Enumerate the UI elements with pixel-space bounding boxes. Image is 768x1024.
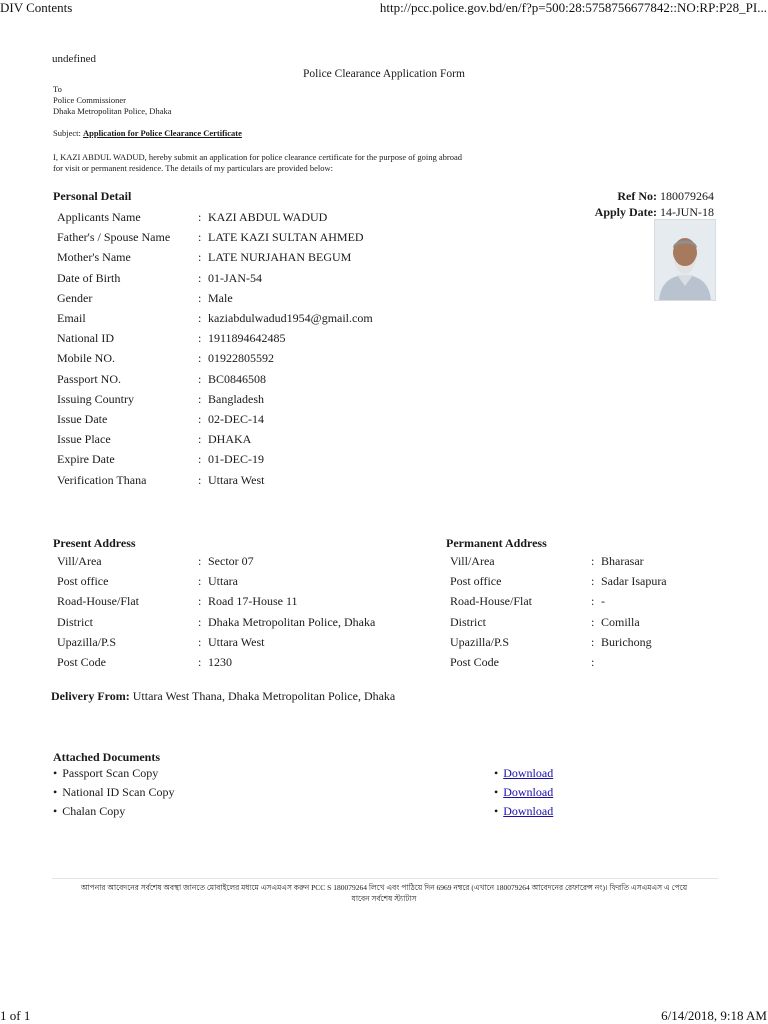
table-row xyxy=(57,409,397,429)
attached-document-item xyxy=(53,804,125,819)
undefined-text: undefined xyxy=(52,53,96,65)
row-colon: : xyxy=(198,614,202,629)
row-value: KAZI ABDUL WADUD xyxy=(208,210,328,224)
row-label: Issue Place xyxy=(57,432,111,447)
table-row xyxy=(450,612,768,632)
table-row xyxy=(57,227,397,247)
row-colon: : xyxy=(198,210,202,224)
print-footer-page: 1 of 1 xyxy=(0,1008,31,1023)
row-label: Post Code xyxy=(450,655,500,669)
row-colon: : xyxy=(198,655,202,669)
table-row xyxy=(57,571,397,591)
row-label: Road-House/Flat xyxy=(57,594,139,609)
applicant-photo xyxy=(654,219,716,301)
attached-documents-title: Attached Documents xyxy=(53,750,160,764)
row-label: Upazilla/P.S xyxy=(57,634,116,649)
print-header-title: DIV Contents xyxy=(0,0,73,15)
sms-note-line-2: যাবেন সর্বশেষ স্ট্যাটাস xyxy=(351,894,417,903)
row-value: LATE KAZI SULTAN AHMED xyxy=(208,230,364,245)
delivery-from xyxy=(51,689,395,704)
row-value: Male xyxy=(208,290,233,305)
row-label: Post office xyxy=(450,574,502,589)
row-label: Email xyxy=(57,311,86,325)
row-label: Applicants Name xyxy=(57,210,141,224)
bullet: • xyxy=(53,766,58,780)
table-row xyxy=(57,389,397,409)
row-label: Vill/Area xyxy=(57,554,102,568)
row-value: Road 17-House 11 xyxy=(208,594,298,609)
table-row xyxy=(57,429,397,449)
row-label: Upazilla/P.S xyxy=(450,634,509,649)
table-row xyxy=(57,308,397,328)
row-colon: : xyxy=(198,412,202,426)
row-colon: : xyxy=(591,594,595,609)
table-row xyxy=(450,632,768,652)
row-colon: : xyxy=(198,594,202,609)
row-value: Sadar Isapura xyxy=(601,574,667,589)
table-row xyxy=(57,288,397,308)
table-row xyxy=(57,449,397,469)
row-colon: : xyxy=(591,655,595,669)
bullet: • xyxy=(494,766,499,780)
row-colon: : xyxy=(198,432,202,447)
subject-line xyxy=(53,128,242,138)
row-value: Bharasar xyxy=(601,554,644,568)
present-address-title: Present Address xyxy=(53,536,136,550)
row-colon: : xyxy=(198,290,202,305)
row-colon: : xyxy=(198,331,202,346)
apply-date-label: Apply Date: xyxy=(594,205,657,219)
row-value: LATE NURJAHAN BEGUM xyxy=(208,250,352,265)
row-colon: : xyxy=(198,270,202,285)
row-colon: : xyxy=(198,351,202,366)
personal-detail-title: Personal Detail xyxy=(53,189,132,203)
row-label: Post Code xyxy=(57,655,107,669)
row-value: BC0846508 xyxy=(208,371,267,386)
download-link[interactable]: Download xyxy=(503,766,554,780)
row-colon: : xyxy=(591,634,595,649)
print-footer-datetime: 6/14/2018, 9:18 AM xyxy=(661,1008,767,1023)
permanent-address-title: Permanent Address xyxy=(446,536,547,550)
table-row xyxy=(450,591,768,611)
row-label: Vill/Area xyxy=(450,554,495,568)
table-row xyxy=(57,268,397,288)
row-label: District xyxy=(57,614,93,629)
table-row xyxy=(57,652,397,672)
bullet: • xyxy=(494,804,499,818)
row-value: 01-JAN-54 xyxy=(208,270,262,285)
row-colon: : xyxy=(198,311,202,325)
row-label: Expire Date xyxy=(57,452,115,467)
row-value: 01-DEC-19 xyxy=(208,452,264,467)
row-label: Date of Birth xyxy=(57,270,121,285)
intro-line-2: for visit or permanent residence. The details of my particulars are provided below: xyxy=(53,163,334,173)
row-label: Mobile NO. xyxy=(57,351,115,366)
download-item xyxy=(494,766,553,781)
recipient-title: Police Commissioner xyxy=(53,95,126,105)
attached-document-item xyxy=(53,766,158,781)
delivery-from-value: Uttara West Thana, Dhaka Metropolitan Police, Dhaka xyxy=(132,689,396,703)
row-label: Father's / Spouse Name xyxy=(57,230,171,245)
row-value: Sector 07 xyxy=(208,554,254,568)
download-item xyxy=(494,804,553,819)
row-colon: : xyxy=(198,371,202,386)
to-label: To xyxy=(53,84,62,94)
row-value: DHAKA xyxy=(208,432,252,447)
row-label: Mother's Name xyxy=(57,250,131,265)
ref-no-value: 180079264 xyxy=(660,189,714,203)
table-row xyxy=(57,369,397,389)
download-link[interactable]: Download xyxy=(503,804,554,818)
table-row xyxy=(57,247,397,267)
intro-line-1: I, KAZI ABDUL WADUD, hereby submit an application for police clearance certificate for the purpose of going abroad xyxy=(53,152,463,162)
bullet: • xyxy=(53,804,58,818)
row-value: Comilla xyxy=(601,614,640,629)
row-label: Road-House/Flat xyxy=(450,594,532,609)
row-label: Issue Date xyxy=(57,412,108,426)
sms-note-line-1: আপনার আবেদনের সর্বশেষ অবস্থা জানতে মোবাইলের মধ্যমে এসএমএস করুন PCC S 180079264 লিখে এবং পাঠিয়ে দিন 6969 নম্বরে (এখানে 180079264 আবেদনের রেফারেন্স নং)। ফিরতি এসএমএস এ পেয়ে xyxy=(80,883,688,892)
row-value: Dhaka Metropolitan Police, Dhaka xyxy=(208,614,376,629)
print-header-url: http://pcc.police.gov.bd/en/f?p=500:28:5758756677842::NO:RP:P28_PI... xyxy=(379,0,767,15)
row-value: Uttara xyxy=(208,574,238,589)
row-label: Verification Thana xyxy=(57,472,147,487)
divider xyxy=(52,878,718,879)
row-value: Uttara West xyxy=(208,472,265,487)
row-label: Gender xyxy=(57,290,93,305)
row-value: kaziabdulwadud1954@gmail.com xyxy=(208,311,373,325)
download-item xyxy=(494,785,553,800)
attached-document-item xyxy=(53,785,175,800)
row-colon: : xyxy=(198,250,202,265)
ref-no xyxy=(617,189,714,204)
table-row xyxy=(57,328,397,348)
row-colon: : xyxy=(198,472,202,487)
table-row xyxy=(450,652,768,672)
row-label: Issuing Country xyxy=(57,391,135,406)
row-colon: : xyxy=(198,574,202,589)
subject-label: Subject: xyxy=(53,128,81,138)
document-name: Passport Scan Copy xyxy=(62,766,159,780)
table-row xyxy=(57,551,397,571)
subject-text: Application for Police Clearance Certificate xyxy=(82,128,242,138)
bullet: • xyxy=(494,785,499,799)
row-value: - xyxy=(601,594,605,609)
ref-no-label: Ref No: xyxy=(617,189,657,203)
table-row xyxy=(450,571,768,591)
row-value: Bangladesh xyxy=(208,391,264,406)
row-value: Burichong xyxy=(601,634,652,649)
apply-date xyxy=(595,205,714,220)
row-colon: : xyxy=(198,391,202,406)
bullet: • xyxy=(53,785,58,799)
recipient-office: Dhaka Metropolitan Police, Dhaka xyxy=(53,106,172,116)
row-colon: : xyxy=(591,574,595,589)
row-label: District xyxy=(450,614,486,629)
row-label: Post office xyxy=(57,574,109,589)
row-label: Passport NO. xyxy=(57,371,122,386)
row-label: National ID xyxy=(57,331,114,346)
row-colon: : xyxy=(591,554,595,568)
table-row xyxy=(57,612,397,632)
table-row xyxy=(57,470,397,490)
form-title: Police Clearance Application Form xyxy=(303,68,465,80)
table-row xyxy=(57,207,397,227)
table-row xyxy=(57,348,397,368)
delivery-from-label: Delivery From: xyxy=(51,689,130,703)
apply-date-value: 14-JUN-18 xyxy=(660,205,714,219)
table-row xyxy=(57,591,397,611)
row-colon: : xyxy=(198,554,202,568)
row-value: 1230 xyxy=(208,655,232,669)
row-colon: : xyxy=(198,230,202,245)
document-name: National ID Scan Copy xyxy=(62,785,175,799)
row-colon: : xyxy=(198,452,202,467)
table-row xyxy=(450,551,768,571)
download-link[interactable]: Download xyxy=(503,785,554,799)
table-row xyxy=(57,632,397,652)
row-value: Uttara West xyxy=(208,634,265,649)
row-value: 1911894642485 xyxy=(208,331,286,346)
document-name: Chalan Copy xyxy=(62,804,126,818)
row-colon: : xyxy=(198,634,202,649)
row-value: 02-DEC-14 xyxy=(208,412,264,426)
row-value: 01922805592 xyxy=(208,351,274,366)
row-colon: : xyxy=(591,614,595,629)
